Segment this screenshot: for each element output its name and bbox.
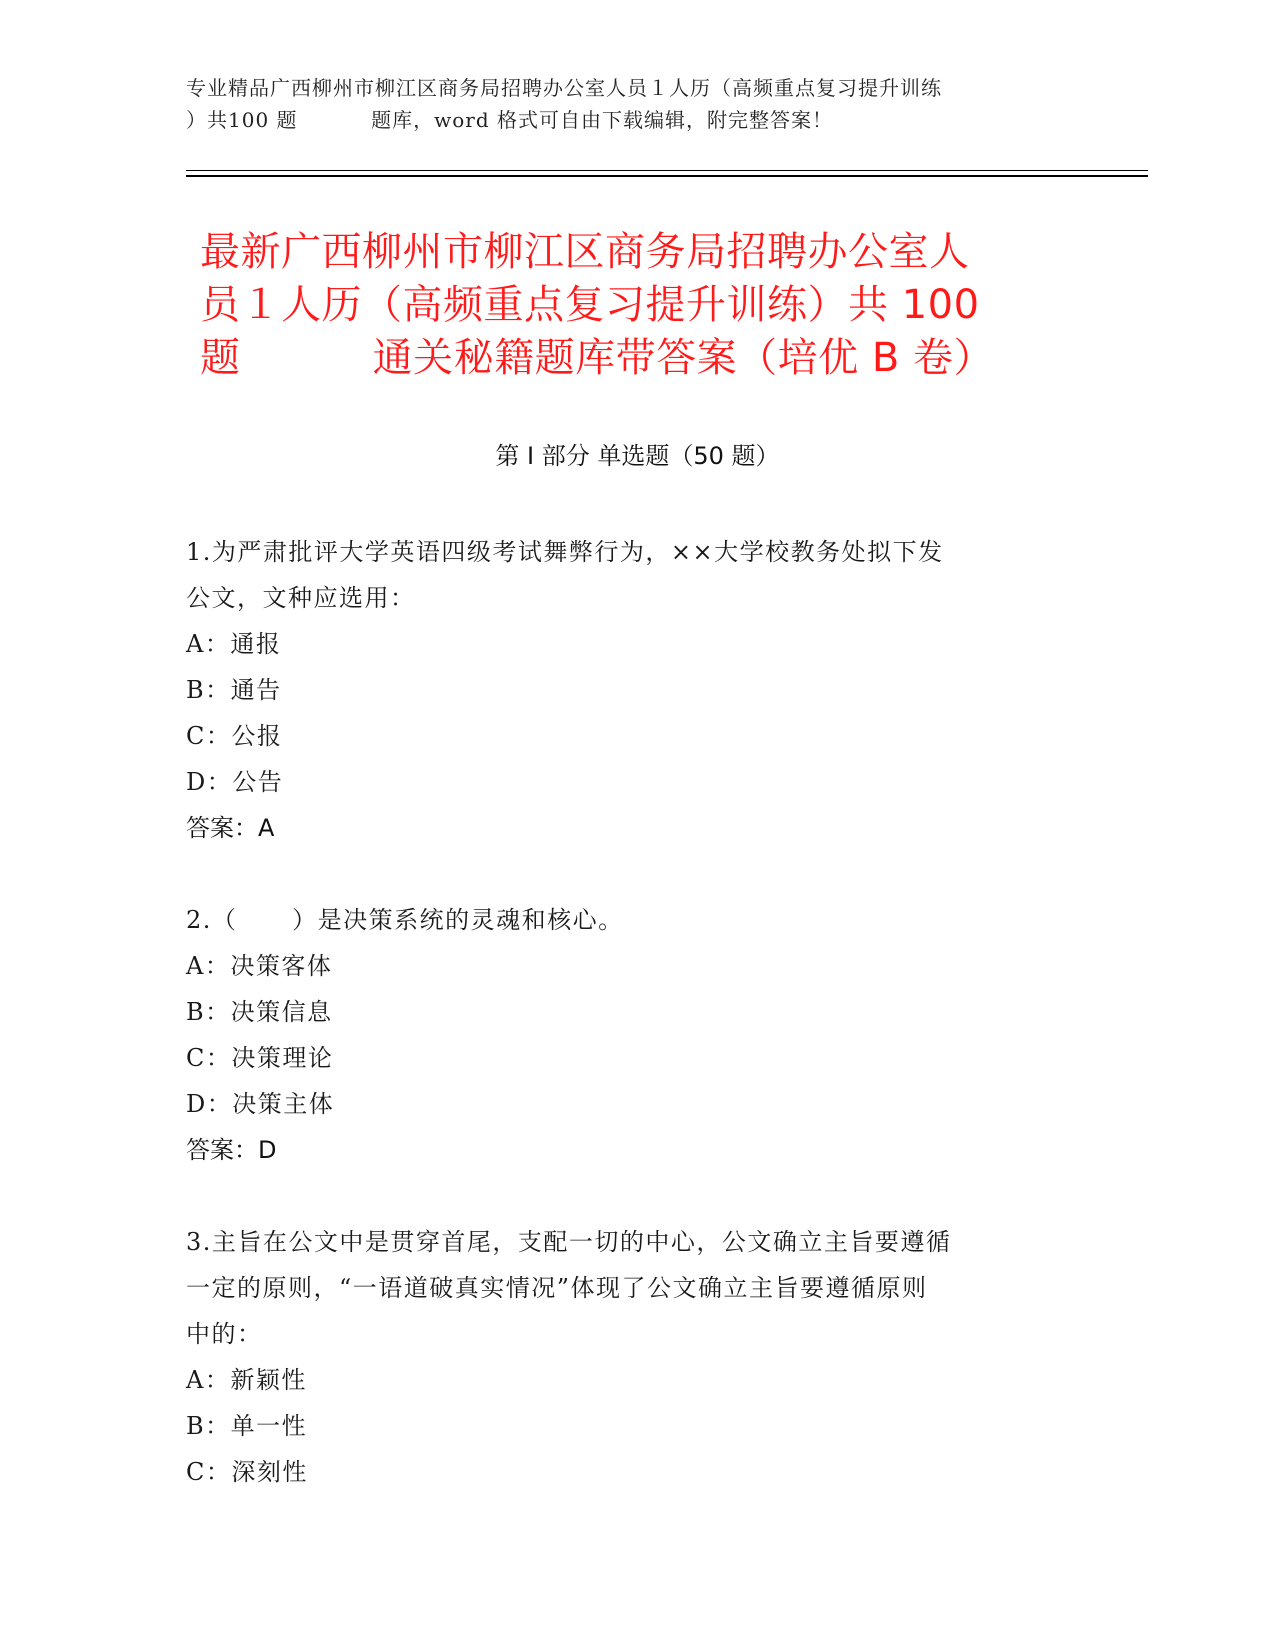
stem-line: 3.主旨在公文中是贯穿首尾，支配一切的中心，公文确立主旨要遵循 [186,1228,952,1256]
title-line-2: 员１人历（高频重点复习提升训练）共 100 [200,282,980,328]
title-line-3: 题 通关秘籍题库带答案（培优 B 卷） [200,335,995,381]
question-2 [186,897,1066,1173]
document-title [200,226,1100,385]
stem-line: 中的： [186,1320,263,1348]
option-d: D：决策主体 [186,1090,335,1118]
option-b: B：通告 [186,676,282,704]
answer-label: 答案：D [186,1136,277,1164]
answer-label: 答案：A [186,814,275,842]
option-c: C：公报 [186,722,283,750]
header-note-line-1: 专业精品广西柳州市柳江区商务局招聘办公室人员１人历（高频重点复习提升训练 [186,76,942,100]
question-list [186,529,1066,1495]
header-note-line-2: ）共100 题 题库，word 格式可自由下载编辑，附完整答案！ [186,108,833,132]
stem-line: 公文，文种应选用： [186,584,416,612]
option-c: C：决策理论 [186,1044,334,1072]
option-b: B：单一性 [186,1412,308,1440]
header-note [186,72,1086,136]
question-stem [186,1219,1066,1357]
option-a: A：通报 [186,630,282,658]
title-line-1: 最新广西柳州市柳江区商务局招聘办公室人 [200,229,970,275]
header-divider-thick [186,175,1148,177]
question-stem [186,897,1066,943]
question-spacer [186,1173,1066,1219]
option-a: A：新颖性 [186,1366,307,1394]
question-1 [186,529,1066,851]
stem-line: 2.（ ）是决策系统的灵魂和核心。 [186,906,624,934]
option-c: C：深刻性 [186,1458,308,1486]
option-d: D：公告 [186,768,284,796]
section-title: 第 I 部分 单选题（50 题） [495,442,780,470]
header-divider-thin [186,170,1148,171]
question-spacer [186,851,1066,897]
option-b: B：决策信息 [186,998,333,1026]
question-stem [186,529,1066,621]
stem-line: 1.为严肃批评大学英语四级考试舞弊行为，××大学校教务处拟下发 [186,538,944,566]
option-a: A：决策客体 [186,952,333,980]
question-3 [186,1219,1066,1495]
stem-line: 一定的原则，“一语道破真实情况”体现了公文确立主旨要遵循原则 [186,1274,928,1302]
